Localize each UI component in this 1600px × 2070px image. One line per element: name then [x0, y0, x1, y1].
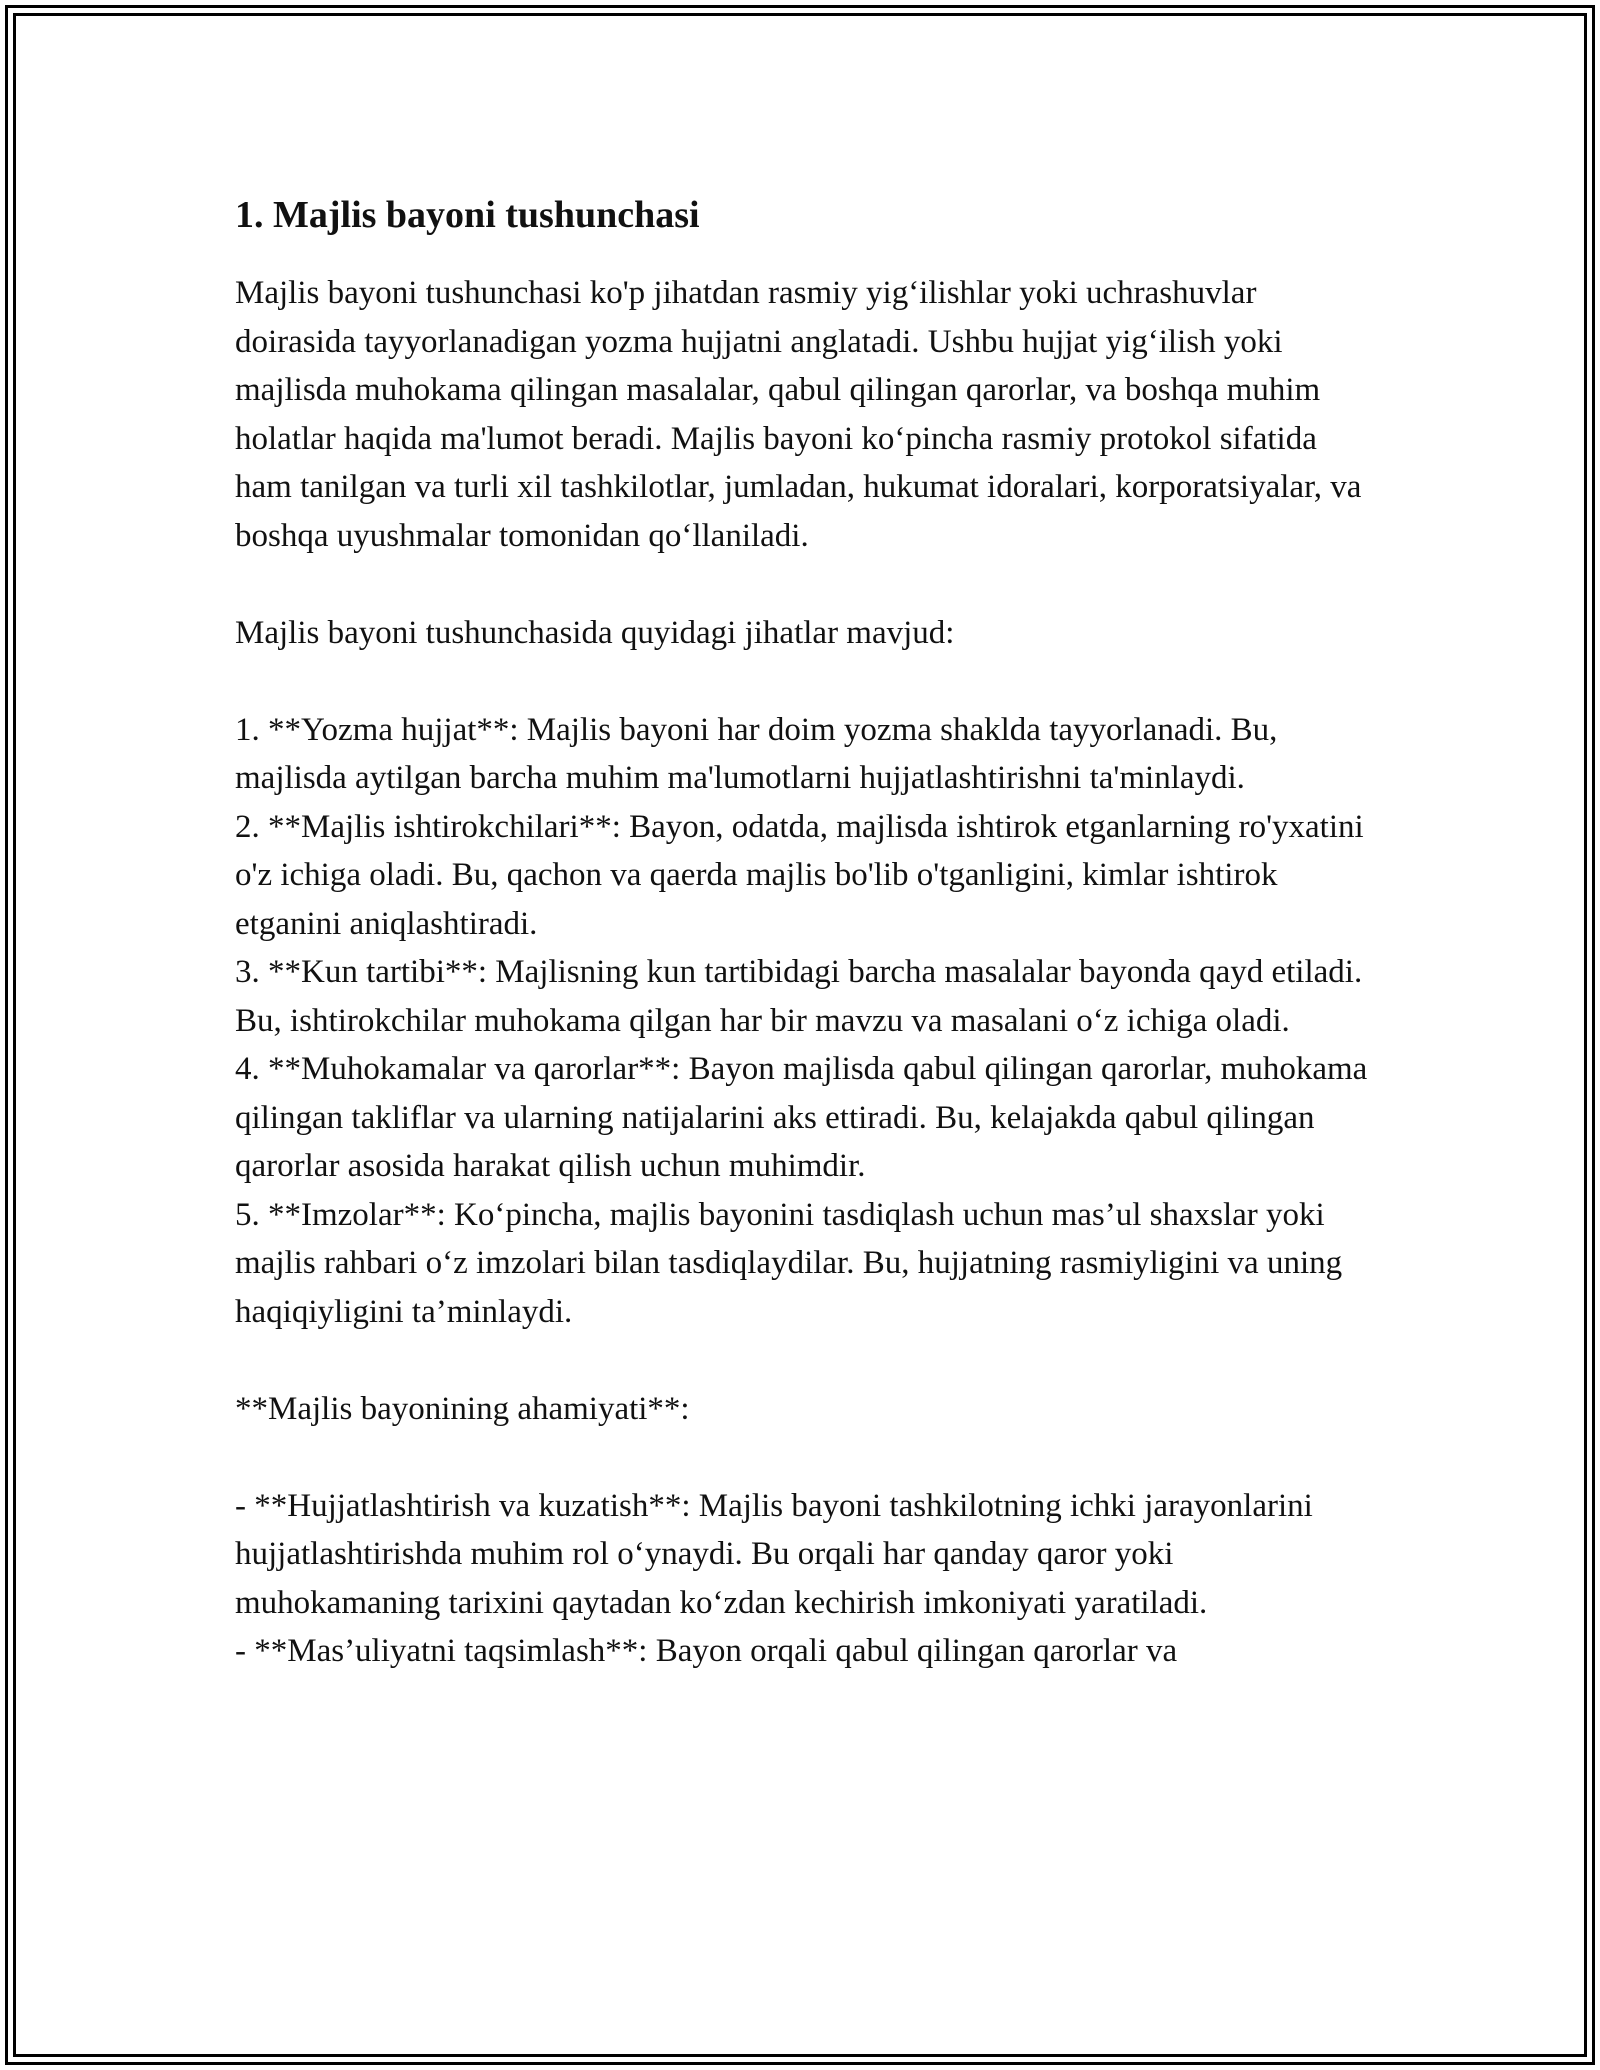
intro-paragraph: Majlis bayoni tushunchasi ko'p jihatdan rasmiy yig‘ilishlar yoki uchrashuvlar doirasida tayyorlanadigan yozma hujjatni anglatadi. Ushbu hujjat yig‘ilish yoki majlisda muhokama qilingan masalalar, qabul qilingan qarorlar, va boshqa muhim holatlar haqida ma'lumot beradi. Majlis bayoni ko‘pincha rasmiy protokol sifatida ham tanilgan va turli xil tashkilotlar, jumladan, hukumat idoralari, korporatsiyalar, va boshqa uyushmalar tomonidan qo‘llaniladi. [235, 275, 1362, 554]
section-heading: 1. Majlis bayoni tushunchasi [235, 194, 700, 236]
aspect-item-5: 5. **Imzolar**: Ko‘pincha, majlis bayonini tasdiqlash uchun mas’ul shaxslar yoki majlis rahbari o‘z imzolari bilan tasdiqlaydilar. Bu, hujjatning rasmiyligini va uning haqiqiyligini ta’minlaydi. [235, 1196, 1343, 1330]
paragraph-gap [235, 1336, 1375, 1385]
aspect-item-4: 4. **Muhokamalar va qarorlar**: Bayon majlisda qabul qilingan qarorlar, muhokama qilingan takliflar va ularning natijalarini aks ettiradi. Bu, kelajakda qabul qilingan qarorlar asosida harakat qilish uchun muhimdir. [235, 1051, 1368, 1184]
paragraph-gap [235, 1433, 1375, 1482]
aspect-item-2: 2. **Majlis ishtirokchilari**: Bayon, odatda, majlisda ishtirok etganlarning ro'yxatini o'z ichiga oladi. Bu, qachon va qaerda majlis bo'lib o'tganligini, kimlar ishtirok etganini aniqlashtiradi. [235, 808, 1364, 942]
importance-item-1: - **Hujjatlashtirish va kuzatish**: Majlis bayoni tashkilotning ichki jarayonlarini hujjatlashtirishda muhim rol o‘ynaydi. Bu orqali har qanday qaror yoki muhokamaning tarixini qaytadan ko‘zdan kechirish imkoniyati yaratiladi. [235, 1487, 1313, 1621]
importance-heading: **Majlis bayonining ahamiyati**: [235, 1390, 690, 1427]
document-body [235, 185, 1375, 1676]
aspects-intro: Majlis bayoni tushunchasida quyidagi jihatlar mavjud: [235, 614, 955, 651]
paragraph-gap [235, 657, 1375, 706]
aspect-item-1: 1. **Yozma hujjat**: Majlis bayoni har doim yozma shaklda tayyorlanadi. Bu, majlisda aytilgan barcha muhim ma'lumotlarni hujjatlashtirishni ta'minlaydi. [235, 711, 1278, 796]
aspect-item-3: 3. **Kun tartibi**: Majlisning kun tartibidagi barcha masalalar bayonda qayd etiladi. Bu, ishtirokchilar muhokama qilgan har bir mavzu va masalani o‘z ichiga oladi. [235, 954, 1363, 1039]
paragraph-gap [235, 560, 1375, 609]
importance-item-2: - **Mas’uliyatni taqsimlash**: Bayon orqali qabul qilingan qarorlar va [235, 1633, 1178, 1669]
